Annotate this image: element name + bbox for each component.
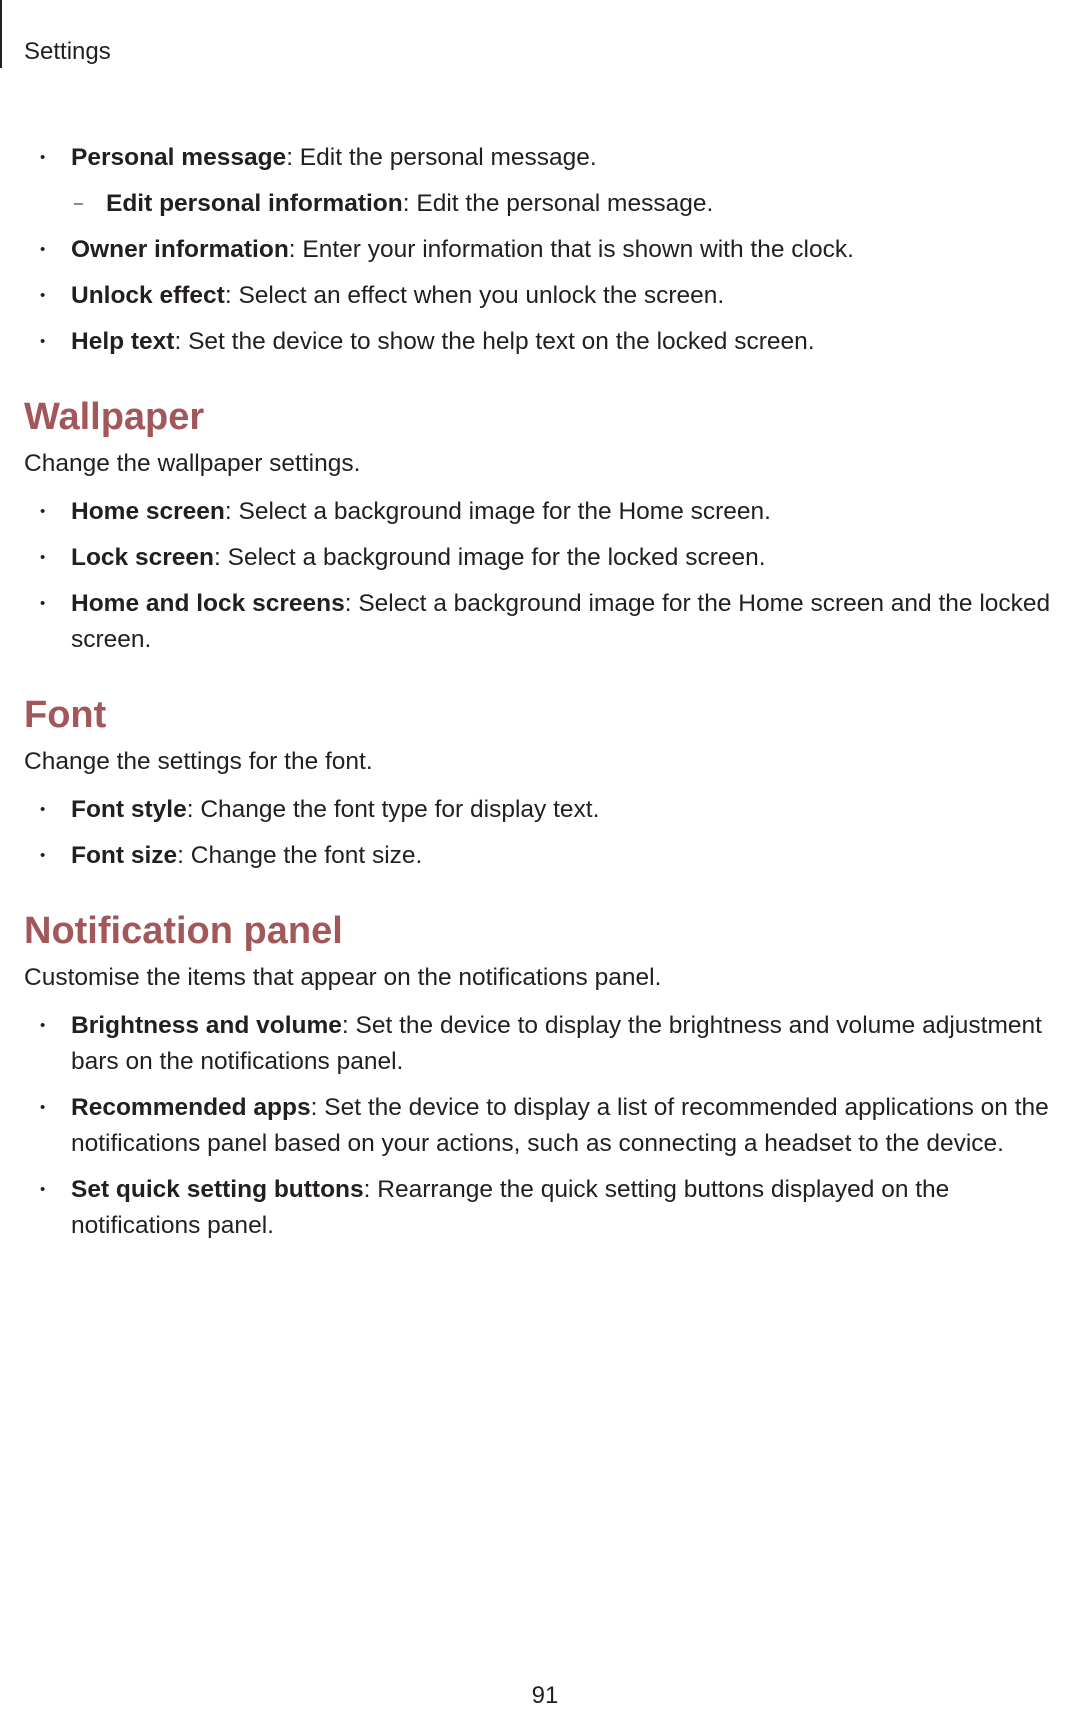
item-term: Help text: [71, 328, 175, 355]
item-term: Unlock effect: [71, 282, 225, 309]
running-header: Settings: [24, 38, 111, 65]
list-item: [24, 792, 1064, 828]
item-term: Set quick setting buttons: [71, 1176, 364, 1203]
item-description: : Select a background image for the locked screen.: [214, 544, 766, 571]
item-description: : Enter your information that is shown with the clock.: [288, 236, 854, 263]
list-item: [24, 1090, 1064, 1162]
item-term: Recommended apps: [71, 1094, 311, 1121]
item-description: : Set the device to show the help text on the locked screen.: [174, 328, 815, 355]
item-description: : Rearrange the quick setting buttons displayed on the notifications panel.: [71, 1176, 950, 1239]
list-item: [24, 140, 1064, 176]
item-description: : Change the font size.: [177, 842, 423, 869]
item-term: Owner information: [71, 236, 289, 263]
notification-panel-heading: Notification panel: [24, 910, 343, 952]
item-term: Home screen: [71, 498, 225, 525]
list-item: [24, 278, 1064, 314]
item-term: Font size: [71, 842, 178, 869]
item-description: : Select a background image for the Home screen and the locked screen.: [71, 590, 1051, 653]
list-subitem: [24, 186, 1064, 222]
list-item: [24, 1008, 1064, 1080]
list-item: [24, 232, 1064, 268]
notification-panel-options-list: [24, 1008, 1064, 1244]
font-options-list: [24, 792, 1064, 874]
lock-screen-options-list: [24, 140, 1064, 360]
item-description: : Edit the personal message.: [402, 190, 714, 217]
wallpaper-heading: Wallpaper: [24, 396, 205, 438]
item-description: : Set the device to display the brightness and volume adjustment bars on the notifications panel.: [71, 1012, 1042, 1075]
item-term: Home and lock screens: [71, 590, 345, 617]
list-item: [24, 494, 1064, 530]
item-term: Brightness and volume: [71, 1012, 342, 1039]
list-item: [24, 324, 1064, 360]
item-description: : Select an effect when you unlock the screen.: [224, 282, 725, 309]
list-item: [24, 540, 1064, 576]
page-content: [24, 140, 1064, 1254]
item-description: : Select a background image for the Home screen.: [224, 498, 771, 525]
font-heading: Font: [24, 694, 107, 736]
wallpaper-options-list: [24, 494, 1064, 658]
item-description: : Edit the personal message.: [286, 144, 597, 171]
list-item: [24, 586, 1064, 658]
item-term: Personal message: [71, 144, 287, 171]
item-description: : Change the font type for display text.: [186, 796, 600, 823]
wallpaper-intro: Change the wallpaper settings.: [24, 450, 361, 477]
item-term: Edit personal information: [106, 190, 403, 217]
item-description: : Set the device to display a list of recommended applications on the notifications panel based on your actions, such as connecting a headset to the device.: [71, 1094, 1049, 1157]
font-intro: Change the settings for the font.: [24, 748, 373, 775]
header-rule: [0, 0, 2, 68]
item-term: Font style: [71, 796, 187, 823]
list-item: [24, 1172, 1064, 1244]
list-item: [24, 838, 1064, 874]
page-number: 91: [531, 1682, 559, 1709]
item-term: Lock screen: [71, 544, 214, 571]
notification-panel-intro: Customise the items that appear on the notifications panel.: [24, 964, 662, 991]
